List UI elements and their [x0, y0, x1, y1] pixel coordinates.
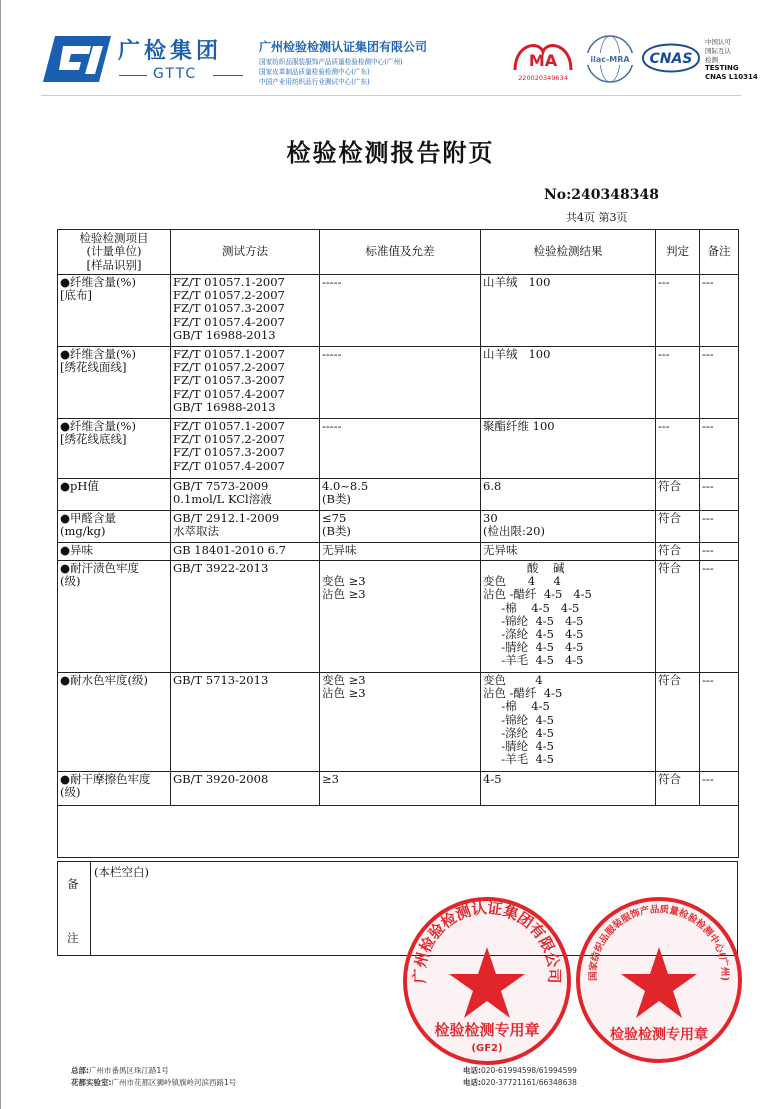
item-cell: ●pH值 [58, 479, 171, 511]
judge-cell: 符合 [656, 511, 700, 543]
note-cell: --- [700, 772, 739, 806]
standard-cell: ----- [320, 419, 481, 479]
cnas-testing: TESTING [705, 64, 739, 72]
cnas-badge-icon [641, 36, 701, 80]
remark-label: 备 [67, 877, 79, 891]
method-cell: FZ/T 01057.1-2007 FZ/T 01057.2-2007 FZ/T 01057.3-2007 FZ/T 01057.4-2007 [171, 419, 320, 479]
svg-text:国家纺织品服装服饰产品质量检验检测中心(广州): 国家纺织品服装服饰产品质量检验检测中心(广州) [587, 904, 731, 982]
page-info: 共4页 第3页 [566, 211, 628, 224]
judge-cell: --- [656, 275, 700, 347]
result-cell: 无异味 [481, 543, 656, 561]
column-header: 备注 [700, 230, 739, 275]
brand-rule-left [119, 75, 147, 76]
svg-text:广州检验检测认证集团有限公司: 广州检验检测认证集团有限公司 [410, 899, 564, 984]
judge-cell: 符合 [656, 673, 700, 772]
note-cell: --- [700, 511, 739, 543]
inspection-seal-left-icon [401, 895, 573, 1067]
result-cell: 变色 4 沾色 -醋纤 4-5 -棉 4-5 -锦纶 4-5 -涤纶 4-5 -腈纶 4-5 -羊毛 4-5 [481, 673, 656, 772]
item-cell: ●耐水色牢度(级) [58, 673, 171, 772]
table-header-row [58, 230, 739, 275]
standard-cell: 变色 ≥3 沾色 ≥3 [320, 673, 481, 772]
table-row [58, 543, 739, 561]
judge-cell: 符合 [656, 479, 700, 511]
result-cell: 山羊绒 100 [481, 275, 656, 347]
item-cell: ●耐汗渍色牢度 (级) [58, 561, 171, 673]
note-cell: --- [700, 419, 739, 479]
svg-text:MA: MA [528, 51, 558, 70]
brand-rule-right [213, 75, 243, 76]
org-name: 广州检验检测认证集团有限公司 [259, 40, 428, 54]
note-cell: --- [700, 275, 739, 347]
judge-cell: 符合 [656, 561, 700, 673]
method-cell: GB/T 7573-2009 0.1mol/L KCl溶液 [171, 479, 320, 511]
footer-hq: 总部:广州市番禺区珠江路1号 [71, 1066, 169, 1075]
header-divider [41, 95, 741, 96]
inspection-seal-right-icon [574, 895, 744, 1065]
svg-text:(GF2): (GF2) [471, 1043, 503, 1054]
ilac-mra-badge-icon [583, 34, 637, 84]
item-cell: ●纤维含量(%) [绣花线面线] [58, 347, 171, 419]
footer-tel-2: 电话:020-37721161/66348638 [463, 1078, 577, 1087]
standard-cell: ----- [320, 275, 481, 347]
result-cell: 4-5 [481, 772, 656, 806]
result-cell: 聚酯纤维 100 [481, 419, 656, 479]
judge-cell: 符合 [656, 772, 700, 806]
column-header: 检验检测结果 [481, 230, 656, 275]
table-row [58, 561, 739, 673]
standard-cell: ----- [320, 347, 481, 419]
result-cell: 山羊绒 100 [481, 347, 656, 419]
org-sub-line: 中国产业用纺织品行业测试中心(广东) [259, 78, 370, 86]
table-row [58, 275, 739, 347]
standard-cell: 无异味 [320, 543, 481, 561]
svg-text:220020349634: 220020349634 [518, 74, 568, 82]
table-row [58, 673, 739, 772]
method-cell: GB/T 5713-2013 [171, 673, 320, 772]
table-row [58, 511, 739, 543]
svg-text:检验检测专用章: 检验检测专用章 [434, 1021, 540, 1039]
note-cell: --- [700, 543, 739, 561]
svg-text:CNAS: CNAS [649, 51, 693, 67]
standard-cell: 4.0~8.5 (B类) [320, 479, 481, 511]
remark-text: (本栏空白) [91, 862, 738, 956]
svg-text:ilac-MRA: ilac-MRA [590, 55, 630, 64]
cnas-side-text: 中国认可 [705, 38, 731, 46]
empty-cell [58, 806, 739, 858]
column-header: 测试方法 [171, 230, 320, 275]
table-row-empty [58, 806, 739, 858]
org-sub-line: 国家纺织品服装服饰产品质量检验检测中心(广州) [259, 58, 403, 66]
item-cell: ●纤维含量(%) [绣花线底线] [58, 419, 171, 479]
method-cell: FZ/T 01057.1-2007 FZ/T 01057.2-2007 FZ/T 01057.3-2007 FZ/T 01057.4-2007 GB/T 16988-2013 [171, 347, 320, 419]
table-row [58, 479, 739, 511]
standard-cell: ≥3 [320, 772, 481, 806]
column-header: 检验检测项目 (计量单位) [样品识别] [58, 230, 171, 275]
column-header: 判定 [656, 230, 700, 275]
brand-name-cn: 广检集团 [118, 39, 223, 64]
table-row [58, 347, 739, 419]
method-cell: GB/T 3920-2008 [171, 772, 320, 806]
brand-name-en: GTTC [153, 66, 198, 82]
judge-cell: 符合 [656, 543, 700, 561]
table-row [58, 772, 739, 806]
result-cell: 30 (检出限:20) [481, 511, 656, 543]
cnas-number: CNAS L10314 [705, 73, 758, 81]
method-cell: FZ/T 01057.1-2007 FZ/T 01057.2-2007 FZ/T 01057.3-2007 FZ/T 01057.4-2007 GB/T 16988-2013 [171, 275, 320, 347]
gttc-logo-icon [41, 34, 113, 84]
method-cell: GB/T 2912.1-2009 水萃取法 [171, 511, 320, 543]
cnas-side-text: 国际互认 [705, 47, 731, 55]
judge-cell: --- [656, 347, 700, 419]
standard-cell: 变色 ≥3 沾色 ≥3 [320, 561, 481, 673]
method-cell: GB 18401-2010 6.7 [171, 543, 320, 561]
standard-cell: ≤75 (B类) [320, 511, 481, 543]
report-title: 检验检测报告附页 [286, 138, 495, 167]
cma-badge-icon [511, 38, 575, 82]
footer-lab: 花都实验室:广州市花都区狮岭镇旗岭河滨西路1号 [71, 1078, 237, 1087]
column-header: 标准值及允差 [320, 230, 481, 275]
test-results-table [57, 229, 739, 858]
method-cell: GB/T 3922-2013 [171, 561, 320, 673]
note-cell: --- [700, 479, 739, 511]
item-cell: ●纤维含量(%) [底布] [58, 275, 171, 347]
cnas-side-text: 检测 [705, 56, 718, 64]
result-cell: 6.8 [481, 479, 656, 511]
item-cell: ●异味 [58, 543, 171, 561]
item-cell: ●甲醛含量 (mg/kg) [58, 511, 171, 543]
item-cell: ●耐干摩擦色牢度 (级) [58, 772, 171, 806]
report-number: No:240348348 [544, 187, 659, 203]
footer-tel-1: 电话:020-61994598/61994599 [463, 1066, 577, 1075]
result-cell: 酸 碱 变色 4 4 沾色 -醋纤 4-5 4-5 -棉 4-5 4-5 -锦纶 4-5 4-5 -涤纶 4-5 4-5 -腈纶 4-5 4-5 -羊毛 4-5 4-5 [481, 561, 656, 673]
note-cell: --- [700, 347, 739, 419]
note-cell: --- [700, 561, 739, 673]
judge-cell: --- [656, 419, 700, 479]
table-row [58, 419, 739, 479]
org-sub-line: 国家皮革制品质量检验检测中心(广东) [259, 68, 370, 76]
remark-label: 注 [67, 931, 79, 945]
svg-text:检验检测专用章: 检验检测专用章 [610, 1027, 708, 1043]
note-cell: --- [700, 673, 739, 772]
